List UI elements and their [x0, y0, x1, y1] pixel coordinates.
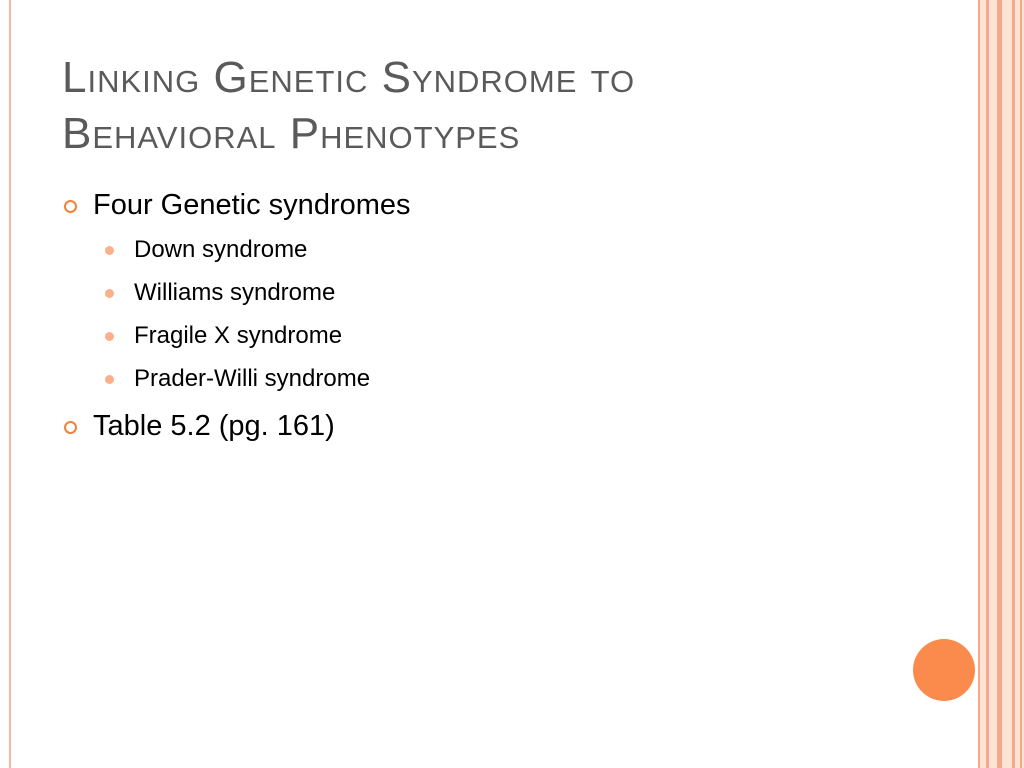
sub-bullet-text: Down syndrome [134, 236, 308, 263]
right-stripe [978, 0, 980, 768]
dot-bullet-icon [105, 246, 114, 255]
bullet-item [62, 185, 942, 225]
sub-bullet-item [62, 271, 942, 314]
slide-title [62, 50, 942, 162]
sub-bullet-text: Prader-Willi syndrome [134, 365, 371, 392]
bullet-text: Table 5.2 (pg. 161) [93, 410, 335, 442]
bullet-item [62, 406, 942, 446]
slide-title-line-2: Behavioral Phenotypes [62, 109, 521, 158]
right-stripe [986, 0, 989, 768]
sub-bullet-text: Fragile X syndrome [134, 322, 343, 349]
dot-bullet-icon [105, 375, 114, 384]
bullet-text: Four Genetic syndromes [93, 189, 411, 221]
right-stripe [1012, 0, 1015, 768]
sub-bullet-item [62, 314, 942, 357]
right-stripe [997, 0, 1002, 768]
dot-bullet-icon [105, 332, 114, 341]
ring-bullet-icon [64, 421, 77, 434]
slide-title-line-1: Linking Genetic Syndrome to [62, 53, 636, 102]
sub-bullet-list [62, 228, 942, 400]
sub-bullet-item [62, 357, 942, 400]
left-border-rule [9, 0, 11, 768]
right-stripe [1020, 0, 1022, 768]
dot-bullet-icon [105, 289, 114, 298]
ring-bullet-icon [64, 200, 77, 213]
sub-bullet-item [62, 228, 942, 271]
slide-content [62, 185, 942, 446]
sub-bullet-text: Williams syndrome [134, 279, 336, 306]
decorative-orange-circle [913, 639, 975, 701]
